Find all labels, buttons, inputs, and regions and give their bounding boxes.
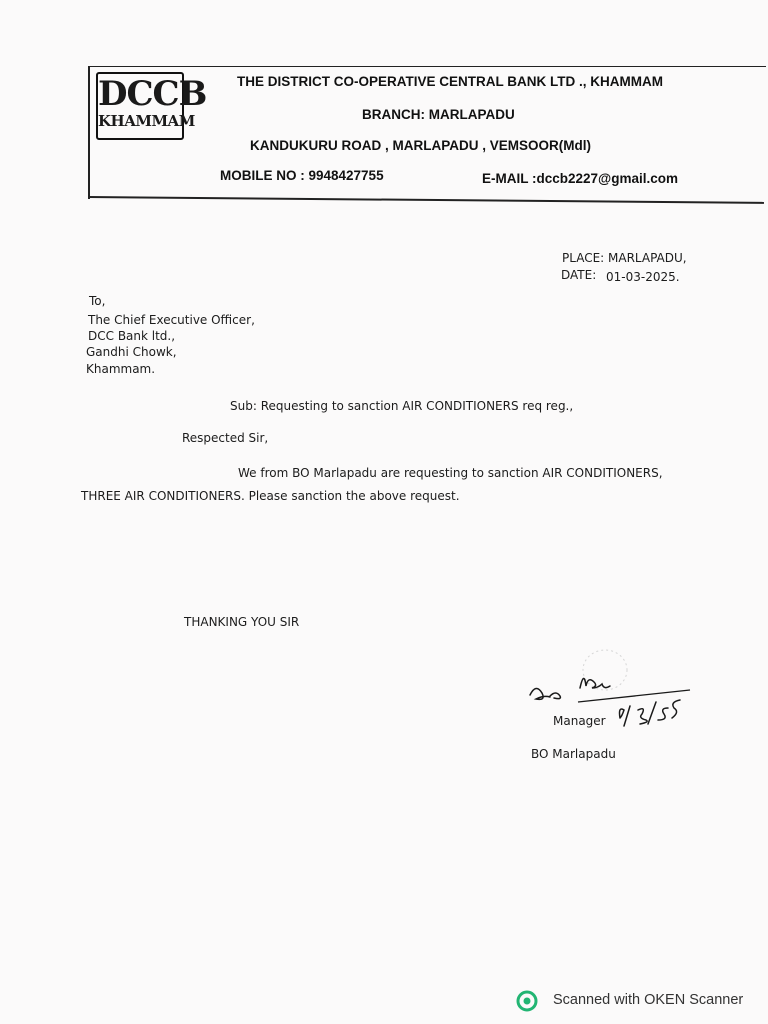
signatory-branch: BO Marlapadu: [531, 747, 616, 761]
branch-name: BRANCH: MARLAPADU: [362, 107, 515, 122]
mobile-number: MOBILE NO : 9948427755: [220, 168, 384, 183]
place-line: PLACE: MARLAPADU,: [562, 251, 687, 265]
salutation: Respected Sir,: [182, 431, 269, 445]
body-line-1: We from BO Marlapadu are requesting to sanction AIR CONDITIONERS,: [238, 466, 663, 480]
closing-line: THANKING YOU SIR: [184, 615, 300, 629]
body-line-2: THREE AIR CONDITIONERS. Please sanction the above request.: [81, 489, 460, 503]
signatory-title: Manager: [553, 714, 606, 728]
email-address: E-MAIL :dccb2227@gmail.com: [482, 171, 678, 186]
bank-name: THE DISTRICT CO-OPERATIVE CENTRAL BANK LTD ., KHAMMAM: [237, 74, 663, 89]
oken-scanner-icon: [516, 990, 538, 1012]
recipient-city: Khammam.: [86, 362, 156, 376]
recipient-title: The Chief Executive Officer,: [88, 313, 255, 327]
logo-line2: KHAMMAM: [98, 112, 195, 130]
branch-address: KANDUKURU ROAD , MARLAPADU , VEMSOOR(Mdl): [250, 138, 591, 153]
scanner-watermark: Scanned with OKEN Scanner: [553, 992, 744, 1008]
date-label: DATE:: [561, 268, 597, 282]
recipient-org: DCC Bank ltd.,: [88, 329, 176, 343]
handwritten-signature: [520, 640, 700, 740]
logo-line1: DCCB: [98, 74, 207, 114]
date-value: 01-03-2025.: [606, 270, 680, 284]
recipient-street: Gandhi Chowk,: [86, 345, 177, 359]
subject-line: Sub: Requesting to sanction AIR CONDITIONERS req reg.,: [230, 399, 574, 413]
recipient-to: To,: [89, 294, 106, 308]
dccb-logo: [96, 72, 207, 140]
